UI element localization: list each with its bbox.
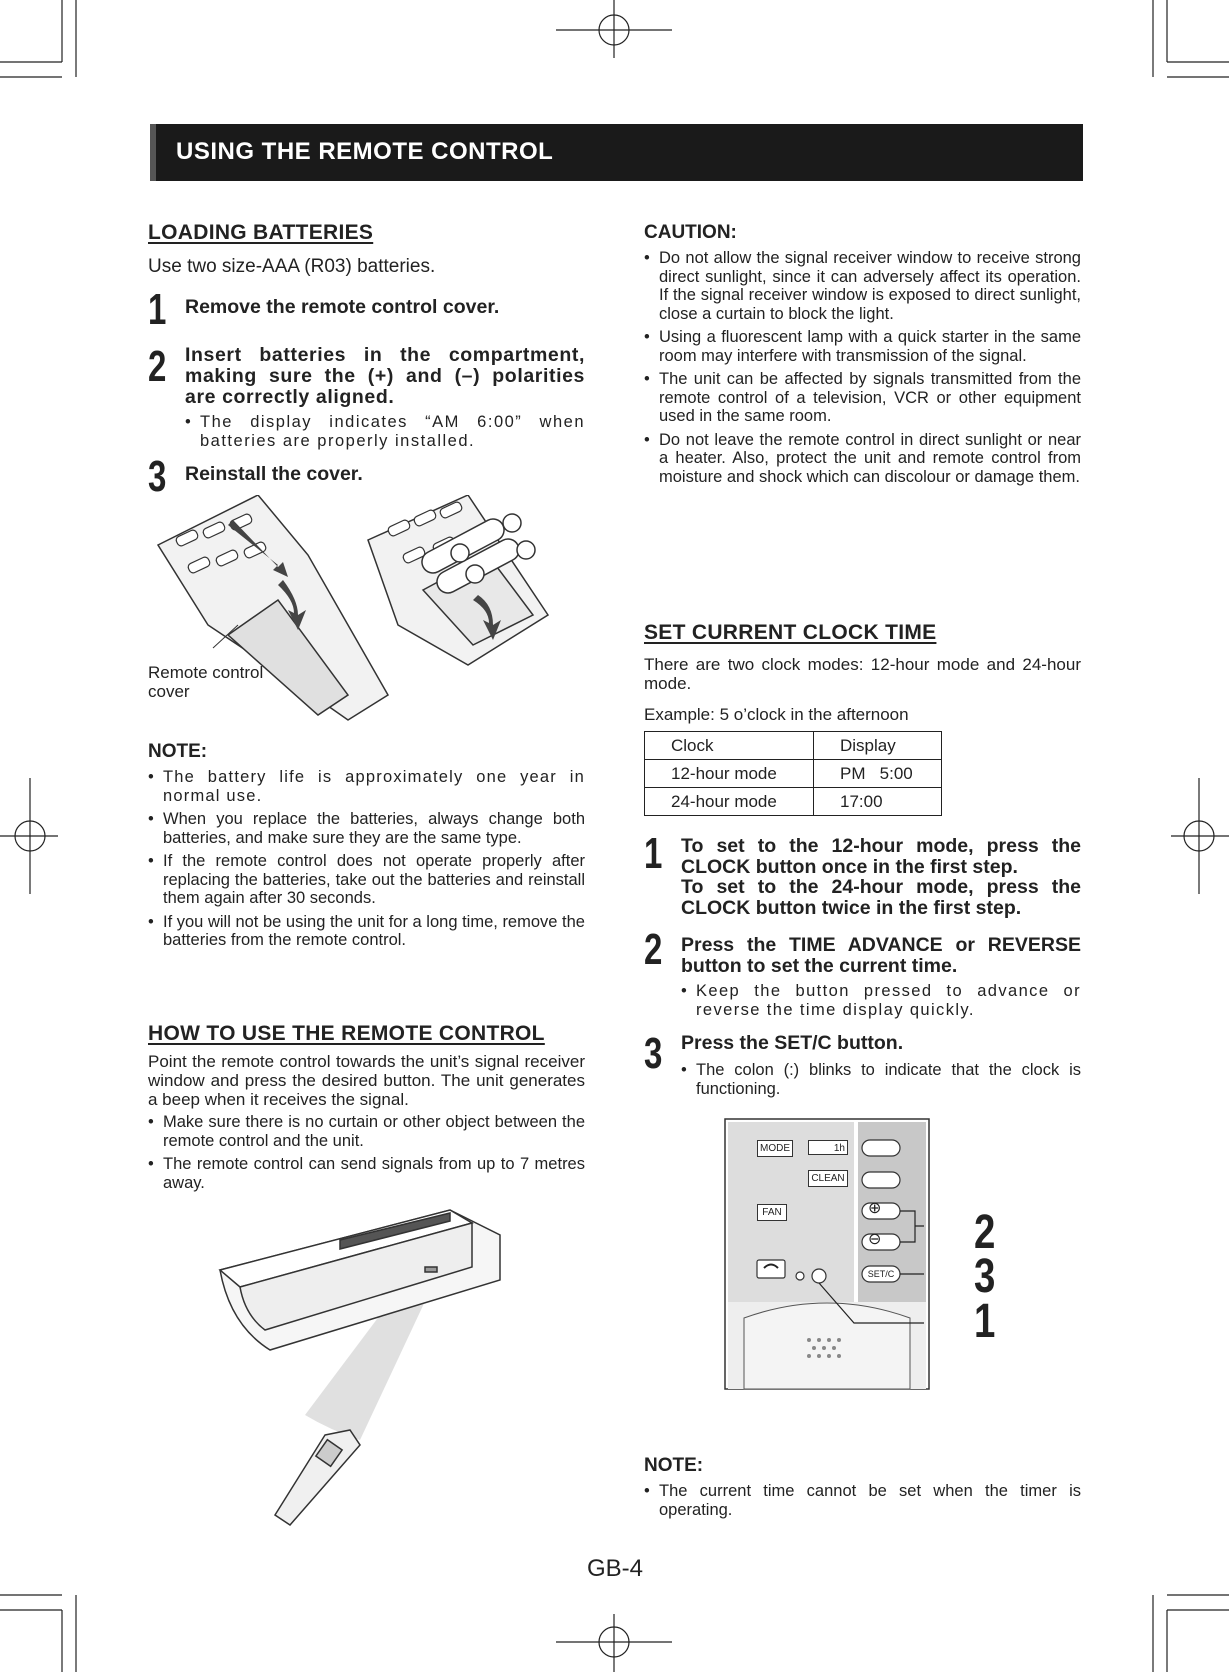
- minus-icon: ⊖: [868, 1231, 882, 1248]
- header-banner: [150, 124, 1083, 181]
- note-heading: NOTE:: [148, 741, 208, 762]
- callout-number: 2: [974, 1206, 996, 1259]
- clock-intro: There are two clock modes: 12-hour mode and 24-hour mode.: [644, 655, 1081, 693]
- step-text: Press the SET/C button.: [681, 1032, 904, 1054]
- caution-item: • Do not leave the remote control in direct sunlight or near a heater. Also, protect the unit and remote control from moisture and shock which can discolour or damage them.: [644, 431, 1081, 487]
- table-cell: PM 5:00: [814, 760, 942, 788]
- how-to-bullet: • Make sure there is no curtain or other object between the remote control and the unit.: [148, 1113, 585, 1150]
- note-item: • When you replace the batteries, always change both batteries, and make sure they are the same type.: [148, 810, 585, 847]
- step-text: Remove the remote control cover.: [185, 296, 500, 318]
- step-number: 3: [644, 1029, 663, 1078]
- step-bullet: • The display indicates “AM 6:00” when batteries are properly installed.: [185, 413, 585, 450]
- remote-closeup-illustration: [724, 1118, 930, 1390]
- callout-number: 3: [974, 1250, 996, 1303]
- figure-label: Remote control cover: [148, 663, 264, 701]
- loading-intro: Use two size-AAA (R03) batteries.: [148, 256, 436, 277]
- step-text: Insert batteries in the compartment, making sure the (+) and (–) polarities are correctly aligned.: [185, 344, 585, 408]
- step-bullet: • The colon (:) blinks to indicate that the clock is functioning.: [681, 1061, 1081, 1098]
- fan-button: FAN: [757, 1204, 787, 1221]
- caution-item: • Do not allow the signal receiver window to receive strong direct sunlight, since it can adversely affect its operation. If the signal receiver window is exposed to direct sunlight, close a curtain to block the light.: [644, 249, 1081, 323]
- step-text: Reinstall the cover.: [185, 463, 363, 485]
- mode-button: MODE: [757, 1140, 793, 1157]
- step-number: 2: [148, 342, 167, 391]
- ac-unit-illustration: [210, 1205, 510, 1530]
- step-number: 1: [644, 829, 663, 878]
- step-number: 3: [148, 452, 167, 501]
- how-to-intro: Point the remote control towards the unit’s signal receiver window and press the desired button. The unit generates a beep when it receives the signal.: [148, 1052, 585, 1109]
- plus-icon: ⊕: [868, 1200, 882, 1217]
- note-item: • If you will not be using the unit for a long time, remove the batteries from the remote control.: [148, 913, 585, 950]
- loading-batteries-heading: LOADING BATTERIES: [148, 221, 374, 244]
- timer-1h-button: 1h: [808, 1140, 848, 1155]
- how-to-bullet: • The remote control can send signals from up to 7 metres away.: [148, 1155, 585, 1192]
- table-header-cell: Display: [814, 732, 942, 760]
- table-header-cell: Clock: [645, 732, 814, 760]
- note-item: • If the remote control does not operate properly after replacing the batteries, take out the batteries and reinstall them again after 30 seconds.: [148, 852, 585, 908]
- callout-number: 1: [974, 1295, 996, 1348]
- set-clock-heading: SET CURRENT CLOCK TIME: [644, 621, 937, 644]
- table-row: [645, 788, 942, 816]
- clock-note-heading: NOTE:: [644, 1455, 704, 1476]
- caution-item: • Using a fluorescent lamp with a quick starter in the same room may interfere with transmission of the signal.: [644, 328, 1081, 365]
- table-cell: 24-hour mode: [645, 788, 814, 816]
- page-title: USING THE REMOTE CONTROL: [176, 138, 554, 165]
- setc-button: SET/C: [867, 1269, 895, 1279]
- clock-example: Example: 5 o’clock in the afternoon: [644, 705, 909, 724]
- table-cell: 17:00: [814, 788, 942, 816]
- page-number: GB-4: [587, 1555, 644, 1582]
- caution-heading: CAUTION:: [644, 222, 737, 243]
- step-text: To set to the 12-hour mode, press the CLOCK button once in the first step.: [681, 835, 1081, 878]
- step-text: Press the TIME ADVANCE or REVERSE button to set the current time.: [681, 934, 1081, 977]
- clock-table: [644, 731, 942, 816]
- table-row: [645, 760, 942, 788]
- step-number: 1: [148, 285, 167, 334]
- table-cell: 12-hour mode: [645, 760, 814, 788]
- step-bullet: • Keep the button pressed to advance or reverse the time display quickly.: [681, 982, 1081, 1019]
- note-item: • The battery life is approximately one year in normal use.: [148, 768, 585, 805]
- table-header-row: [645, 732, 942, 760]
- clean-button: CLEAN: [808, 1170, 848, 1187]
- step-text: To set to the 24-hour mode, press the CLOCK button twice in the first step.: [681, 876, 1081, 919]
- clock-note-item: • The current time cannot be set when the timer is operating.: [644, 1482, 1081, 1519]
- how-to-use-heading: HOW TO USE THE REMOTE CONTROL: [148, 1022, 545, 1045]
- step-number: 2: [644, 925, 663, 974]
- caution-item: • The unit can be affected by signals transmitted from the remote control of a television, VCR or other equipment used in the same room.: [644, 370, 1081, 426]
